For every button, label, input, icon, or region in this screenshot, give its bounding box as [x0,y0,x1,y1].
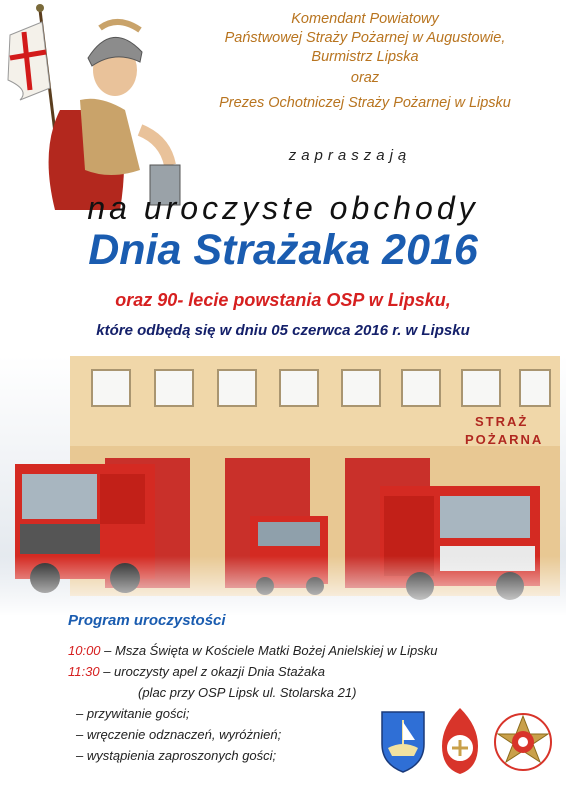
program-item-1 [68,640,438,661]
program-subitem-1: – przywitanie gości; [76,706,190,721]
program-item-1-text: – Msza Święta w Kościele Matki Bożej Anielskiej w Lipsku [100,643,438,658]
hosts-line-1: Komendant Powiatowy [291,11,439,27]
hosts-line-2: Państwowej Straży Pożarnej w Augustowie, [224,30,506,46]
program-item-1-time: 10:00 [68,643,101,658]
program-item-2-time: 11:30 [68,664,100,679]
hosts-line-3: Burmistrz Lipska [311,49,419,65]
hosts-line-4: oraz [350,70,380,86]
invite-text: zapraszają [288,147,412,164]
psp-emblem-icon [495,714,551,770]
lipsk-coat-of-arms-icon [382,712,424,772]
subtitle-line-2: które odbędą się w dniu 05 czerwca 2016 r. w Lipsku [96,322,470,339]
headline-line-1: na uroczyste obchody [87,190,479,226]
program-item-2 [68,661,428,682]
station-sign-line-1: STRAŻ [475,414,529,429]
subtitle-line-1: oraz 90- lecie powstania OSP w Lipsku, [115,290,451,310]
headline-line-2: Dnia Strażaka 2016 [88,226,478,274]
program-item-2-text: – uroczysty apel z okazji Dnia Stażaka [99,664,326,679]
hosts-block [180,10,550,113]
fire-station-photo [0,356,566,616]
program-subitem-2: – wręczenie odznaczeń, wyróżnień; [76,727,282,742]
station-sign-line-2: POŻARNA [465,432,544,447]
saint-florian-illustration [0,0,200,215]
program-list [68,640,438,766]
program-item-2-place: (plac przy OSP Lipsk ul. Stolarska 21) [138,685,357,700]
osp-emblem-icon [442,708,478,774]
program-subitem-3: – wystąpienia zaproszonych gości; [76,748,277,763]
hosts-line-5: Prezes Ochotniczej Straży Pożarnej w Lipsku [219,95,511,111]
logos-row [378,706,558,776]
program-title: Program uroczystości [68,612,226,629]
